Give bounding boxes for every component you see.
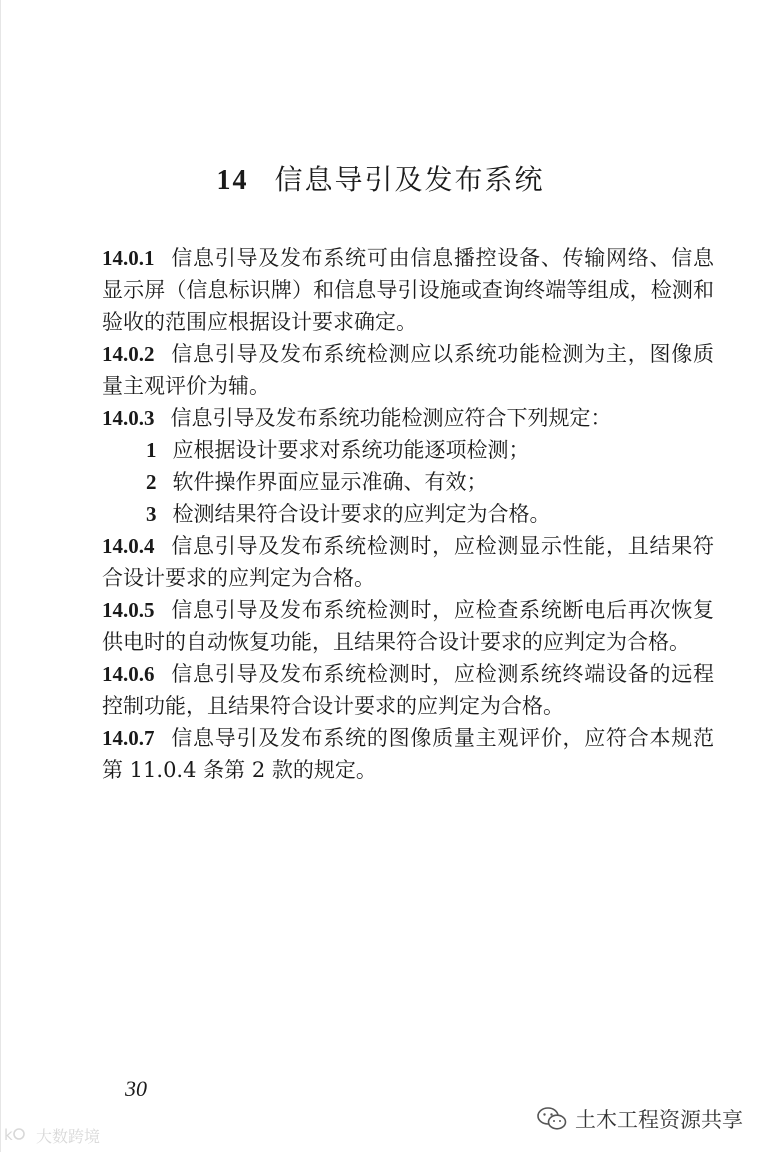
page-number: 30 (125, 1076, 147, 1101)
sub-item-text: 软件操作界面应显示准确、有效； (172, 470, 488, 494)
watermark-right (537, 1104, 743, 1134)
clause-14-0-4 (102, 530, 714, 594)
chapter-number: 14 (216, 165, 249, 196)
clause-number: 14.0.4 (102, 534, 155, 558)
clauses-body (102, 242, 714, 786)
sub-item-number: 1 (146, 438, 157, 462)
sub-item-text: 应根据设计要求对系统功能逐项检测； (172, 438, 530, 462)
svg-text:k: k (4, 1125, 13, 1143)
clause-14-0-5 (102, 594, 714, 658)
chapter-title-text: 信息导引及发布系统 (274, 163, 545, 196)
clause-14-0-1 (102, 242, 714, 338)
wechat-icon (537, 1106, 567, 1132)
clause-number: 14.0.1 (102, 246, 155, 270)
clause-number: 14.0.5 (102, 598, 155, 622)
clause-text: 信息引导及发布系统检测时，应检测系统终端设备的远程控制功能，且结果符合设计要求的应判定为合格。 (102, 662, 714, 718)
sub-item-text: 检测结果符合设计要求的应判定为合格。 (172, 502, 551, 526)
clause-text: 信息导引及发布系统的图像质量主观评价，应符合本规范第 11.0.4 条第 2 款的规定。 (102, 726, 714, 782)
clause-number: 14.0.2 (102, 342, 155, 366)
clause-14-0-6 (102, 658, 714, 722)
sub-item-2 (102, 466, 714, 498)
sub-item-3 (102, 498, 714, 530)
k-logo-icon (4, 1125, 34, 1147)
clause-14-0-3 (102, 402, 714, 434)
clause-number: 14.0.7 (102, 726, 155, 750)
clause-number: 14.0.3 (102, 406, 155, 430)
sub-item-number: 3 (146, 502, 157, 526)
clause-number: 14.0.6 (102, 662, 155, 686)
clause-text: 信息引导及发布系统检测时，应检查系统断电后再次恢复供电时的自动恢复功能，且结果符合设计要求的应判定为合格。 (102, 598, 714, 654)
watermark-left (4, 1124, 100, 1147)
clause-text: 信息引导及发布系统可由信息播控设备、传输网络、信息显示屏（信息标识牌）和信息导引设施或查询终端等组成，检测和验收的范围应根据设计要求确定。 (102, 246, 714, 334)
clause-text: 信息引导及发布系统检测应以系统功能检测为主，图像质量主观评价为辅。 (102, 342, 714, 398)
watermark-left-text: 大数跨境 (36, 1127, 101, 1146)
sub-item-1 (102, 434, 714, 466)
chapter-title (0, 158, 761, 198)
watermark-right-text: 土木工程资源共享 (575, 1108, 743, 1132)
sub-item-number: 2 (146, 470, 157, 494)
clause-14-0-7 (102, 722, 714, 786)
clause-text: 信息引导及发布系统检测时，应检测显示性能，且结果符合设计要求的应判定为合格。 (102, 534, 714, 590)
clause-14-0-2 (102, 338, 714, 402)
clause-text: 信息引导及发布系统功能检测应符合下列规定： (170, 406, 612, 430)
